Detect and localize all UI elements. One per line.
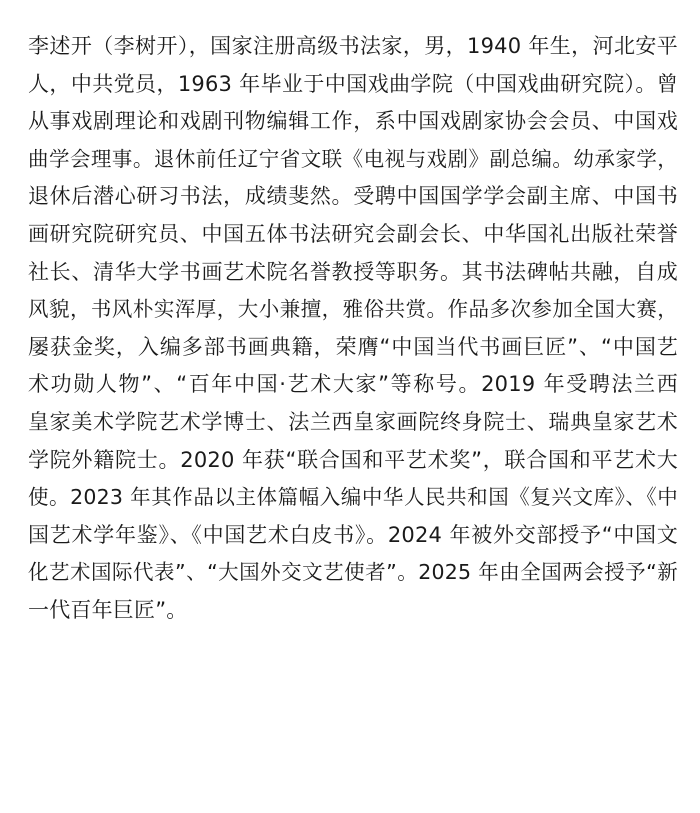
text-line-8: 风貌，书风朴实浑厚，大小兼擅，雅俗共赏。作品多次参加全国大赛， <box>28 297 678 322</box>
text-line-6: 画研究院研究员、中国五体书法研究会副会长、中华国礼出版社荣誉 <box>28 221 678 246</box>
text-line-13: 使。2023 年其作品以主体篇幅入编中华人民共和国《复兴文库》、《中 <box>28 485 678 510</box>
text-line-14: 国艺术学年鉴》、《中国艺术白皮书》。2024 年被外交部授予“中国文 <box>28 522 678 547</box>
text-line-11: 皇家美术学院艺术学博士、法兰西皇家画院终身院士、瑞典皇家艺术 <box>28 409 678 434</box>
text-line-7: 社长、清华大学书画艺术院名誉教授等职务。其书法碑帖共融，自成 <box>28 259 678 284</box>
text-line-4: 曲学会理事。退休前任辽宁省文联《电视与戏剧》副总编。幼承家学， <box>28 146 678 171</box>
text-line-16: 一代百年巨匠”。 <box>28 597 188 622</box>
text-line-5: 退休后潜心研习书法，成绩斐然。受聘中国国学学会副主席、中国书 <box>28 184 678 209</box>
text-line-10: 术功勋人物”、“百年中国·艺术大家”等称号。2019 年受聘法兰西 <box>28 372 678 397</box>
text-line-9: 屡获金奖，入编多部书画典籍，荣膺“中国当代书画巨匠”、“中国艺 <box>28 334 678 359</box>
biography-paragraph <box>28 28 678 630</box>
text-line-15: 化艺术国际代表”、“大国外交文艺使者”。2025 年由全国两会授予“新 <box>28 560 678 585</box>
text-line-3: 从事戏剧理论和戏剧刊物编辑工作，系中国戏剧家协会会员、中国戏 <box>28 109 678 134</box>
text-line-12: 学院外籍院士。2020 年获“联合国和平艺术奖”，联合国和平艺术大 <box>28 447 678 472</box>
text-line-1: 李述开（李树开），国家注册高级书法家，男，1940 年生，河北安平 <box>28 34 678 58</box>
text-line-2: 人，中共党员，1963 年毕业于中国戏曲学院（中国戏曲研究院）。曾 <box>28 71 678 96</box>
